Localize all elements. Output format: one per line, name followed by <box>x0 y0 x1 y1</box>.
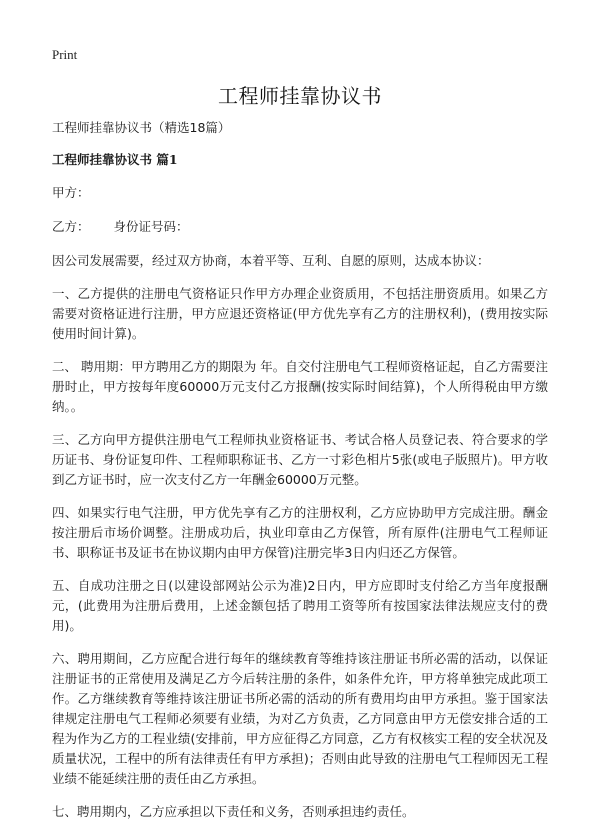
document-title: 工程师挂靠协议书 <box>218 84 382 108</box>
document-body <box>52 118 548 835</box>
id-number-label: 身份证号码： <box>113 219 189 234</box>
document-subtitle: 工程师挂靠协议书（精选18篇） <box>52 120 231 135</box>
paragraph-clause-5: 五、自成功注册之日(以建设部网站公示为准)2日内，甲方应即时支付给乙方当年度报酬 元，(此费用为注册后费用，上述金额包括了聘用工资等所有按国家法律法规应支付的费用)。 <box>52 578 548 633</box>
print-link[interactable]: Print <box>52 47 78 62</box>
party-b-line <box>52 217 548 237</box>
paragraph-clause-3: 三、乙方向甲方提供注册电气工程师执业资格证书、考试合格人员登记表、符合要求的学历证书、身份证复印件、工程师职称证书、乙方一寸彩色相片5张(或电子版照片)。甲方收到乙方证书时，应一次支付乙方一年酬金60000万元整。 <box>52 432 548 487</box>
party-b-label: 乙方： <box>52 219 90 234</box>
paragraph-clause-1: 一、乙方提供的注册电气资格证只作甲方办理企业资质用，不包括注册资质用。如果乙方需要对资格证进行注册，甲方应退还资格证(甲方优先享有乙方的注册权利)，(费用按实际使用时间计算)。 <box>52 286 548 341</box>
section-heading: 工程师挂靠协议书 篇1 <box>52 152 178 167</box>
paragraph-intro: 因公司发展需要，经过双方协商，本着平等、互利、自愿的原则，达成本协议： <box>52 253 490 268</box>
paragraph-clause-2: 二、 聘用期：甲方聘用乙方的期限为 年。自交付注册电气工程师资格证起，自乙方需要注册时止，甲方按每年度60000万元支付乙方报酬(按实际时间结算)，个人所得税由甲方缴纳。。 <box>52 359 548 414</box>
paragraph-clause-4: 四、如果实行电气注册，甲方优先享有乙方的注册权利，乙方应协助甲方完成注册。酬金按注册后市场价调整。注册成功后，执业印章由乙方保管，所有原件(注册电气工程师证书、职称证书及证书在协议期内由甲方保管)注册完毕3日内归还乙方保管。 <box>52 505 548 560</box>
party-a-line: 甲方： <box>52 185 90 200</box>
paragraph-clause-6: 六、聘用期间，乙方应配合进行每年的继续教育等维持该注册证书所必需的活动，以保证注册证书的正常使用及满足乙方今后转注册的条件，如条件允许，甲方将单独完成此项工作。乙方继续教育等维持该注册证书所必需的活动的所有费用均由甲方承担。鉴于国家法律规定注册电气工程师必须要有业绩，为对乙方负责，乙方同意由甲方无偿安排合适的工程为作为乙方的工程业绩(安排前，甲方应征得乙方同意，乙方有权核实工程的安全状况及质量状况，工程中的所有法律责任有甲方承担)；否则由此导致的注册电气工程师因无工程业绩不能延续注册的责任由乙方承担。 <box>52 651 548 786</box>
paragraph-clause-7: 七、聘用期内，乙方应承担以下责任和义务，否则承担违约责任。 <box>52 804 415 819</box>
